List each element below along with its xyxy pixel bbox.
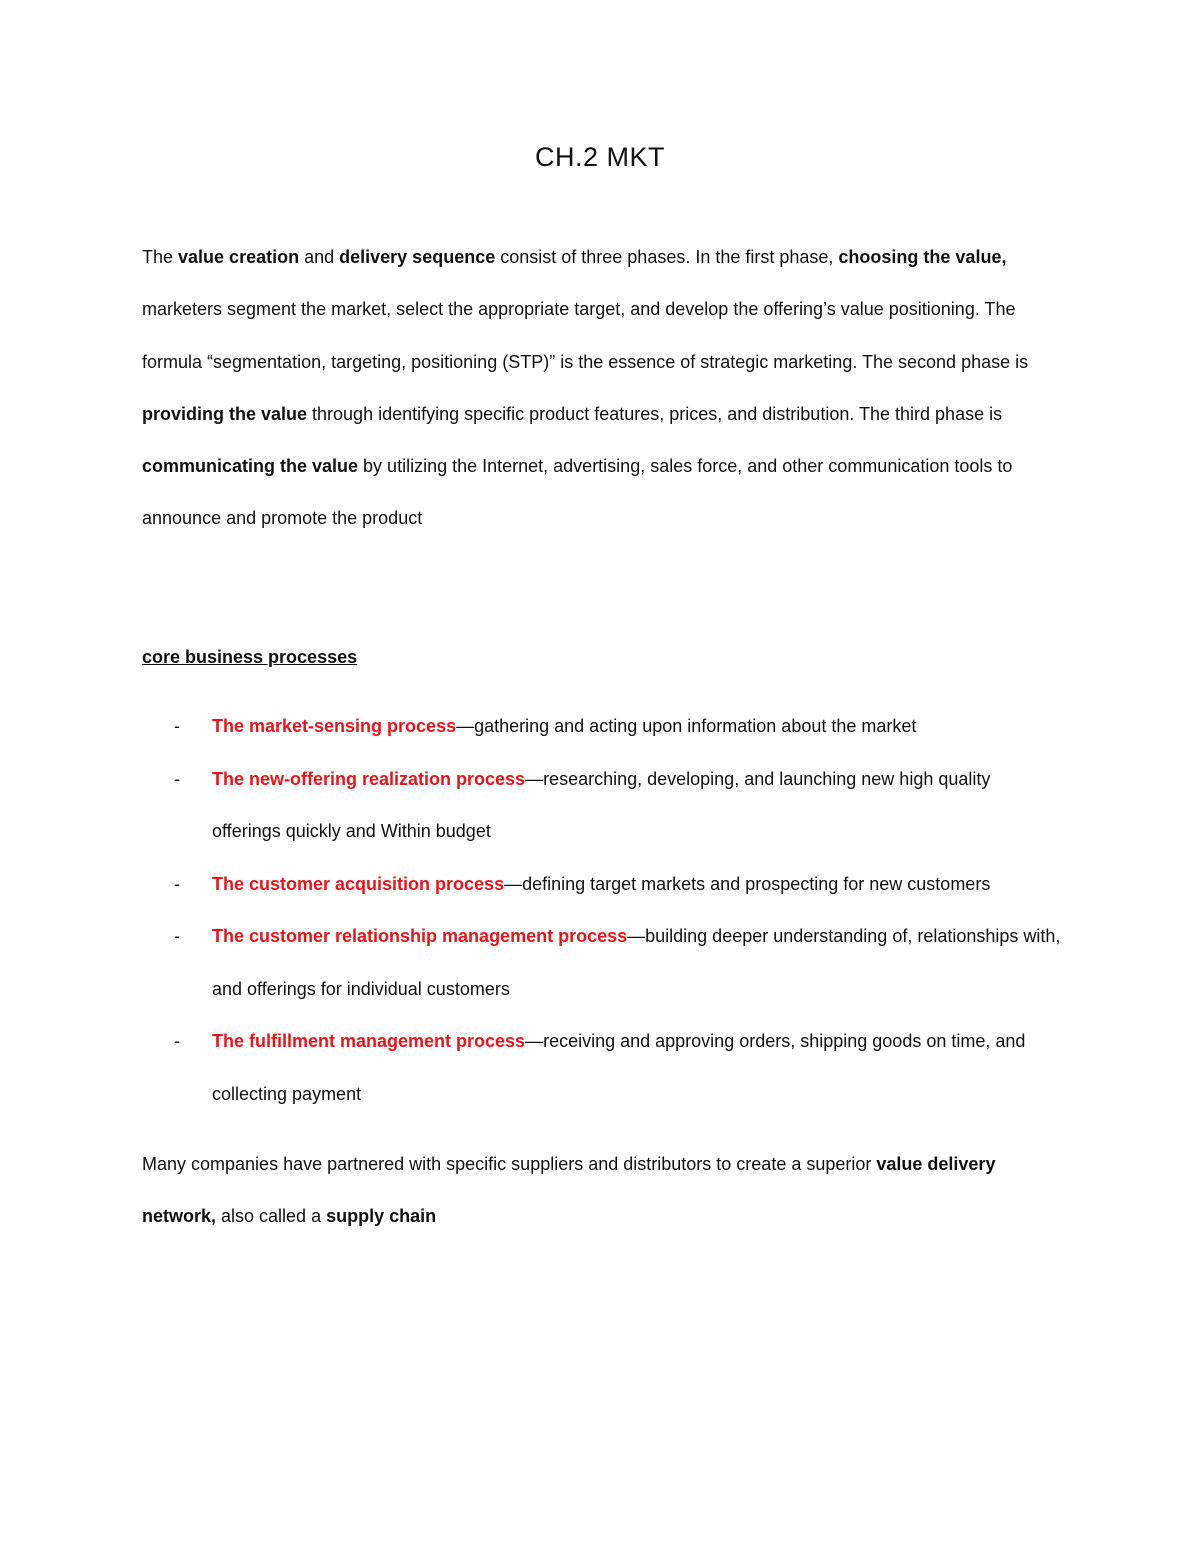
list-item	[0, 858, 1062, 911]
process-name: The market-sensing process	[212, 716, 457, 736]
process-name: The new-offering realization process	[212, 768, 526, 789]
process-name: The customer acquisition process	[212, 873, 505, 894]
list-item	[0, 700, 1062, 753]
intro-text-3: consist of three phases. In the first phase,	[495, 247, 839, 267]
closing-text-1: Many companies have partnered with specific suppliers and distributors to create a superior	[142, 1154, 877, 1174]
process-name: The fulfillment management process	[212, 1031, 526, 1051]
process-description: —researching, developing, and launching new high quality offerings quickly and Within budget	[212, 768, 991, 841]
section-heading: core business processes	[142, 647, 358, 667]
term-value-delivery-network: value delivery network,	[142, 1154, 996, 1227]
bullet-dash: -	[174, 1031, 180, 1051]
intro-text-5: through identifying specific product features, prices, and distribution. The third phase is	[307, 403, 1003, 424]
intro-paragraph	[142, 231, 1062, 545]
document-title: CH.2 MKT	[534, 142, 665, 172]
bullet-dash: -	[174, 716, 180, 736]
term-providing-the-value: providing the value	[142, 403, 308, 424]
intro-text-2: and	[299, 247, 340, 267]
term-choosing-the-value: choosing the value,	[838, 247, 1007, 267]
bullet-dash: -	[174, 873, 180, 894]
process-description: —gathering and acting upon information about the market	[456, 716, 917, 736]
term-value-creation: value creation	[178, 247, 300, 267]
closing-text-2: also called a	[216, 1206, 327, 1227]
process-description: —defining target markets and prospecting for new customers	[504, 873, 991, 894]
intro-text-4: marketers segment the market, select the appropriate target, and develop the offering’s value positioning. The formula “segmentation, targeting, positioning (STP)” is the essence of strategic marketing. The second phase is	[142, 299, 1029, 372]
bullet-dash: -	[174, 768, 180, 789]
closing-paragraph	[142, 1138, 1062, 1243]
intro-text-6: by utilizing the Internet, advertising, sales force, and other communication tools to announce and promote the product	[142, 456, 1013, 529]
bullet-dash: -	[174, 926, 180, 946]
term-delivery-sequence: delivery sequence	[339, 247, 496, 267]
term-supply-chain: supply chain	[326, 1206, 437, 1227]
process-list	[0, 700, 1200, 1120]
intro-text-1: The	[142, 247, 179, 267]
process-description: —building deeper understanding of, relationships with, and offerings for individual customers	[212, 926, 1061, 999]
list-item	[0, 1015, 1062, 1120]
process-description: —receiving and approving orders, shipping goods on time, and collecting payment	[212, 1031, 1026, 1104]
term-communicating-the-value: communicating the value	[142, 456, 359, 477]
list-item	[0, 753, 1062, 858]
process-name: The customer relationship management process	[212, 926, 628, 946]
list-item	[0, 910, 1062, 1015]
